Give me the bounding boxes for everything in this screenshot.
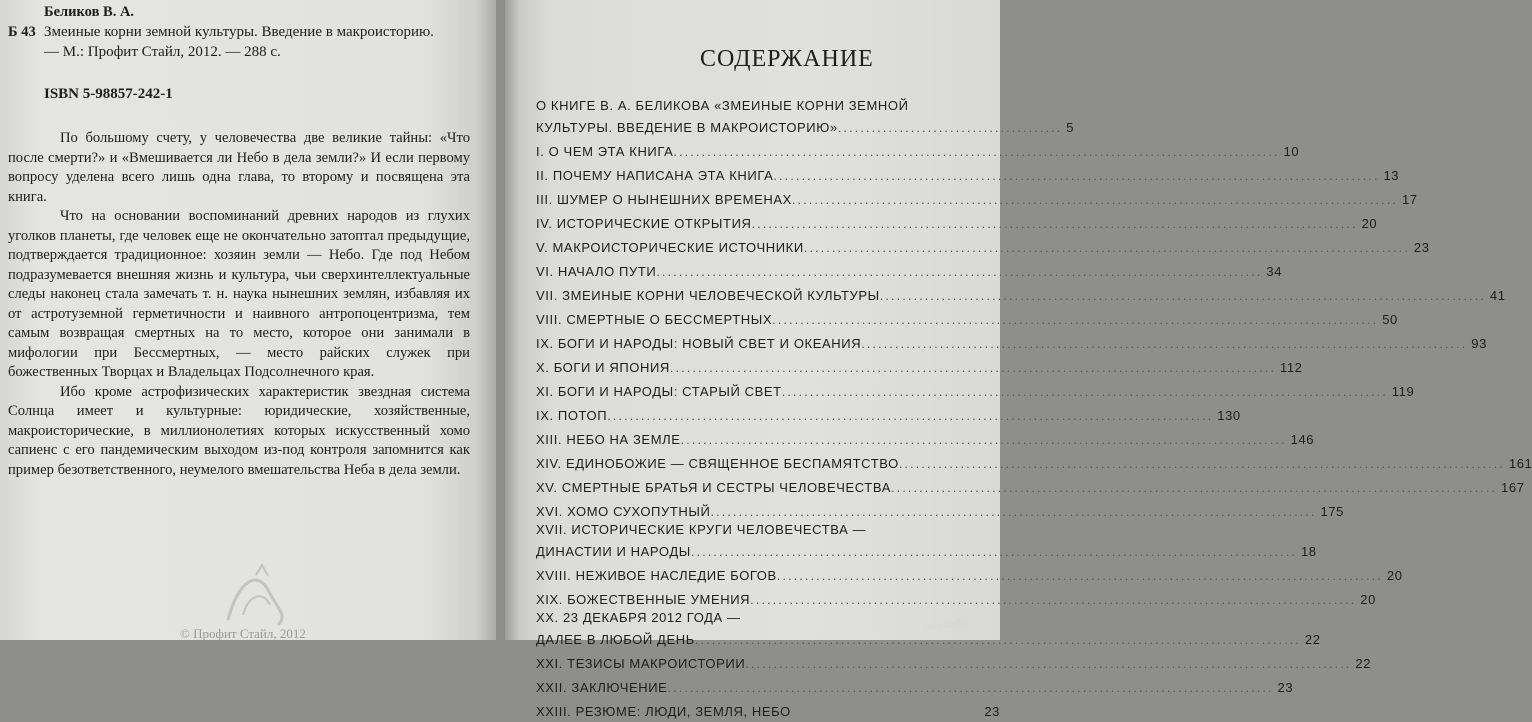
toc-page-number: 5 [1066, 120, 1075, 135]
toc-leader: ............................................................................................................ [879, 288, 1486, 303]
toc-leader: ............................................................................................................ [803, 240, 1410, 255]
toc-entry [536, 330, 1487, 354]
toc-entry-title-line2: ДИНАСТИИ И НАРОДЫ [536, 544, 691, 559]
toc-entry [536, 210, 1378, 234]
toc-entry [536, 138, 1300, 162]
toc-entry-title: VIII. СМЕРТНЫЕ О БЕССМЕРТНЫХ [536, 312, 773, 327]
toc-page-number: 17 [1401, 192, 1418, 207]
toc-page-number: 20 [1360, 592, 1376, 607]
toc-leader: ............................................................................................................ [694, 632, 1301, 647]
publisher-logo-stamp [218, 560, 298, 630]
toc-entry [536, 282, 1506, 306]
toc-entry-title: О КНИГЕ В. А. БЕЛИКОВА «ЗМЕИНЫЕ КОРНИ ЗЕМНОЙ [536, 98, 909, 113]
toc-entry [536, 474, 1525, 498]
toc-entry [536, 522, 1317, 562]
toc-title: СОДЕРЖАНИЕ [700, 46, 874, 72]
watermark: www.ay.by [921, 616, 970, 635]
toc-page-number: 23 [1413, 240, 1430, 255]
toc-page-number: 23 [1277, 680, 1294, 695]
toc-entry-title-line2: КУЛЬТУРЫ. ВВЕДЕНИЕ В МАКРОИСТОРИЮ» [536, 120, 838, 135]
toc-entry-title: XIV. ЕДИНОБОЖИЕ — СВЯЩЕННОЕ БЕСПАМЯТСТВО [536, 456, 899, 471]
toc-entry-title: I. О ЧЕМ ЭТА КНИГА [536, 144, 674, 159]
toc-leader: ............................................................................................................ [656, 264, 1263, 279]
toc-leader: ............................................................................................................ [791, 192, 1398, 207]
toc-page-number: 93 [1471, 336, 1487, 351]
toc-entry-title: XXI. ТЕЗИСЫ МАКРОИСТОРИИ [536, 656, 746, 671]
toc-entry [536, 98, 1075, 138]
toc-entry [536, 586, 1376, 610]
toc-entry-title: X. БОГИ И ЯПОНИЯ [536, 360, 670, 375]
toc-leader: ............................................................................................................ [667, 680, 1274, 695]
catalog-code: Б 43 [8, 24, 36, 40]
isbn: ISBN 5-98857-242-1 [44, 86, 173, 102]
toc-entry-title: XIX. БОЖЕСТВЕННЫЕ УМЕНИЯ [536, 592, 751, 607]
toc-entry [536, 450, 1532, 474]
toc-page-number: 112 [1279, 360, 1303, 375]
toc-leader: ............................................................................................................ [773, 168, 1380, 183]
toc-entry-title: VI. НАЧАЛО ПУТИ [536, 264, 657, 279]
toc-page-number: 167 [1501, 480, 1525, 495]
toc-entry [536, 698, 1000, 722]
toc-entry-title: IX. БОГИ И НАРОДЫ: НОВЫЙ СВЕТ И ОКЕАНИЯ [536, 336, 862, 351]
toc-entry [536, 426, 1315, 450]
toc-entry [536, 674, 1294, 698]
toc-entry-title: XVI. ХОМО СУХОПУТНЫЙ [536, 504, 711, 519]
toc-entry-title: XVIII. НЕЖИВОЕ НАСЛЕДИЕ БОГОВ [536, 568, 777, 583]
toc-page-number: 146 [1290, 432, 1315, 447]
toc-leader: ............................................................................................................ [898, 456, 1505, 471]
annotation-paragraph: По большому счету, у человечества две великие тайны: «Что после смерти?» и «Вмешивается ли Небо в дела земли?» И если первому вопросу уделена всего лишь одна глава, то второму и посвящена эта книга. [8, 130, 470, 205]
toc-page-number: 10 [1283, 144, 1300, 159]
toc-entry-title: XIII. НЕБО НА ЗЕМЛЕ [536, 432, 681, 447]
toc-entry-title: II. ПОЧЕМУ НАПИСАНА ЭТА КНИГА [536, 168, 774, 183]
annotation-paragraph: Что на основании воспоминаний древних народов из глухих уголков планеты, где человек еще не окончательно затоптал предыдущие, подтверждается традиционное: хозяин земли — Небо. Где под Небом подразумевается внешняя жизнь и культура, чьи сверхинтеллектуальные следы наконец стала замечать т. н. наука нынешних землян, избавляя их от астротуземной герметичности и наивного антропоцентризма, тем самым возвращая смертных на то место, которое они занимали в мифологии при Бессмертных, — место райских служек при божественных Творцах и Владельцах Подсолнечного края. [8, 208, 470, 380]
toc-entry [536, 162, 1400, 186]
toc-entry-title: XXIII. РЕЗЮМЕ: ЛЮДИ, ЗЕМЛЯ, НЕБО [536, 704, 791, 719]
toc-entry-title: V. МАКРОИСТОРИЧЕСКИЕ ИСТОЧНИКИ [536, 240, 804, 255]
toc-entry [536, 562, 1403, 586]
toc-page-number: 119 [1391, 384, 1415, 399]
toc-leader: ............................................................................................................ [745, 656, 1352, 671]
toc-leader: ............................................................................................................ [710, 504, 1317, 519]
toc-entry-title: XI. БОГИ И НАРОДЫ: СТАРЫЙ СВЕТ [536, 384, 782, 399]
toc-entry-title: XV. СМЕРТНЫЕ БРАТЬЯ И СЕСТРЫ ЧЕЛОВЕЧЕСТВА [536, 480, 891, 495]
catalog-entry-line2: — М.: Профит Стайл, 2012. — 288 с. [44, 44, 281, 60]
toc-page-number: 23 [984, 704, 1000, 719]
toc-entry [536, 354, 1303, 378]
toc-entry-title: III. ШУМЕР О НЫНЕШНИХ ВРЕМЕНАХ [536, 192, 792, 207]
toc-page-number: 175 [1320, 504, 1345, 519]
left-page [0, 0, 496, 640]
annotation-paragraph: Ибо кроме астрофизических характеристик звездная система Солнца имеет и культурные: юридические, хозяйственные, макроисторические, в миллионолетиях которых искусственный хомо сапиенс с его пандемическим выходом из-под контроля запомнится как пример безответственного, неумелого вмешательства Неба в дела земли. [8, 383, 470, 478]
toc-leader: ............................................................................................................ [776, 568, 1383, 583]
toc-leader: ............................................................................................................ [673, 144, 1280, 159]
toc-page-number: 130 [1217, 408, 1241, 423]
copyright-line: © Профит Стайл, 2012 [180, 626, 306, 641]
annotation-text [8, 129, 470, 480]
catalog-entry-line1: Змеиные корни земной культуры. Введение в макроисторию. [44, 24, 434, 40]
toc-entry [536, 186, 1418, 210]
toc-entry [536, 234, 1430, 258]
toc-entry-title: XX. 23 ДЕКАБРЯ 2012 ГОДА — [536, 610, 741, 625]
toc-page-number: 20 [1361, 216, 1378, 231]
toc-page-number: 161 [1508, 456, 1532, 471]
toc-leader: ............................................................................................................ [751, 216, 1358, 231]
toc-entry [536, 498, 1345, 522]
toc-leader: ............................................................................................................ [750, 592, 1357, 607]
toc-leader: ............................................................................................................ [772, 312, 1379, 327]
toc-page-number: 50 [1382, 312, 1398, 327]
toc-entry [536, 650, 1372, 674]
toc-leader: ............................................................................................................ [669, 360, 1276, 375]
toc-leader: ............................................................................................................ [690, 544, 1297, 559]
toc-leader: ............................................................................................................ [680, 432, 1287, 447]
toc-leader: ............................................................................................................ [781, 384, 1388, 399]
toc-leader: ............................................................................................................ [607, 408, 1214, 423]
toc-entry-title: XVII. ИСТОРИЧЕСКИЕ КРУГИ ЧЕЛОВЕЧЕСТВА — [536, 522, 867, 537]
toc-entry [536, 402, 1241, 426]
toc-page-number: 20 [1386, 568, 1403, 583]
toc-entry-title-line2: ДАЛЕЕ В ЛЮБОЙ ДЕНЬ [536, 632, 695, 647]
toc-leader: ........................................ [837, 120, 1063, 135]
toc-page-number: 41 [1489, 288, 1506, 303]
toc-page-number: 13 [1383, 168, 1400, 183]
toc-entry [536, 258, 1283, 282]
toc-entry-title: IX. ПОТОП [536, 408, 608, 423]
toc-entry-title: XXII. ЗАКЛЮЧЕНИЕ [536, 680, 668, 695]
toc-entry [536, 306, 1398, 330]
toc-entry-title: VII. ЗМЕИНЫЕ КОРНИ ЧЕЛОВЕЧЕСКОЙ КУЛЬТУРЫ [536, 288, 880, 303]
toc-leader: ............................................................................................................ [861, 336, 1468, 351]
toc-page-number: 22 [1355, 656, 1372, 671]
toc-page-number: 18 [1300, 544, 1317, 559]
toc-page-number: 34 [1266, 264, 1283, 279]
toc-entry-title: IV. ИСТОРИЧЕСКИЕ ОТКРЫТИЯ [536, 216, 752, 231]
toc-entry [536, 378, 1415, 402]
toc-leader: ............................................................................................................ [890, 480, 1498, 495]
author-name: Беликов В. А. [44, 4, 135, 20]
toc-page-number: 22 [1304, 632, 1321, 647]
